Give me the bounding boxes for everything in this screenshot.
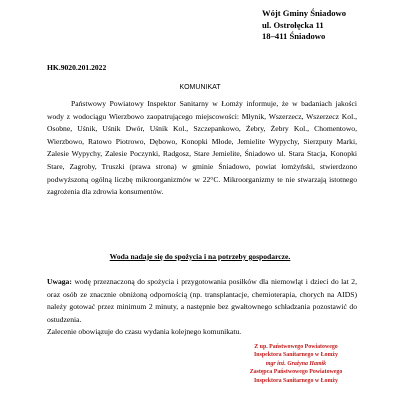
validity-paragraph: Zalecenie obowiązuje do czasu wydania kolejnego komunikatu. — [47, 327, 242, 337]
intro-section — [47, 98, 357, 199]
warning-section — [47, 276, 357, 339]
warning-text: wodę przeznaczoną do spożycia i przygotowania posiłków dla niemowląt i dzieci do lat 2, oraz osób ze znacznie obniżoną odpornością (np. transplantacje, chemioterapia, chorych na AIDS) należy gotować przez minimum 2 minuty, a następnie bez gwałtownego schładzania pozostawić do ostudzenia. — [47, 277, 357, 324]
address-line: ul. Ostrołęcka 11 — [262, 19, 324, 30]
recipient-address — [262, 8, 346, 43]
intro-paragraph: Państwowy Powiatowy Inspektor Sanitarny w Łomży informuje, że w badaniach jakości wody z wodociągu Wierzbowo zaopatrującego miejscowości: Młynik, Wszerzecz, Wszerzecz Kol., Osobne, Uśnik, Uśnik Dwór, Uśnik Kol., Szczepankowo, Żebry, Żebry Kol., Chomentowo, Wierzbowo, Ratowo Piotrowo, Dębowo, Konopki Młode, Jemielite Wypychy, Sierzputy Marki, Zalesie Wypychy, Zalesie Poczynki, Radgosz, Stare Jemielite, Śniadowo ul. Stara Stacja, Konopki Stare, Zagroby, Truszki (prawa strona) w gminie Śniadowo, powiat łomżyński, stwierdzono podwyższoną ogólną liczbę mikroorganizmów w 22°C. Mikroorganizmy te nie stwarzają istotnego zagrożenia dla zdrowia konsumentów. — [47, 99, 357, 197]
signature-line: Inspektora Sanitarnego w Łomży — [254, 352, 338, 359]
warning-paragraph — [47, 276, 357, 326]
address-line: 18–411 Śniadowo — [262, 31, 326, 41]
notice-heading: Woda nadaje się do spożycia i na potrzeby gospodarcze. — [109, 252, 291, 261]
signature-line: Zastępca Państwowego Powiatowego — [249, 369, 343, 376]
reference-number: HK.9020.201.2022 — [47, 63, 107, 72]
warning-label: Uwaga: — [47, 277, 72, 286]
signature-line: Inspektora Sanitarnego w Łomży — [254, 377, 338, 384]
signature-line: Z up. Państwowego Powiatowego — [254, 344, 338, 350]
address-line: Wójt Gminy Śniadowo — [262, 8, 347, 18]
document-title: KOMUNIKAT — [179, 84, 221, 91]
signatory-name: mgr inż. Grażyna Hamik — [265, 360, 327, 367]
signature-block — [232, 343, 360, 385]
